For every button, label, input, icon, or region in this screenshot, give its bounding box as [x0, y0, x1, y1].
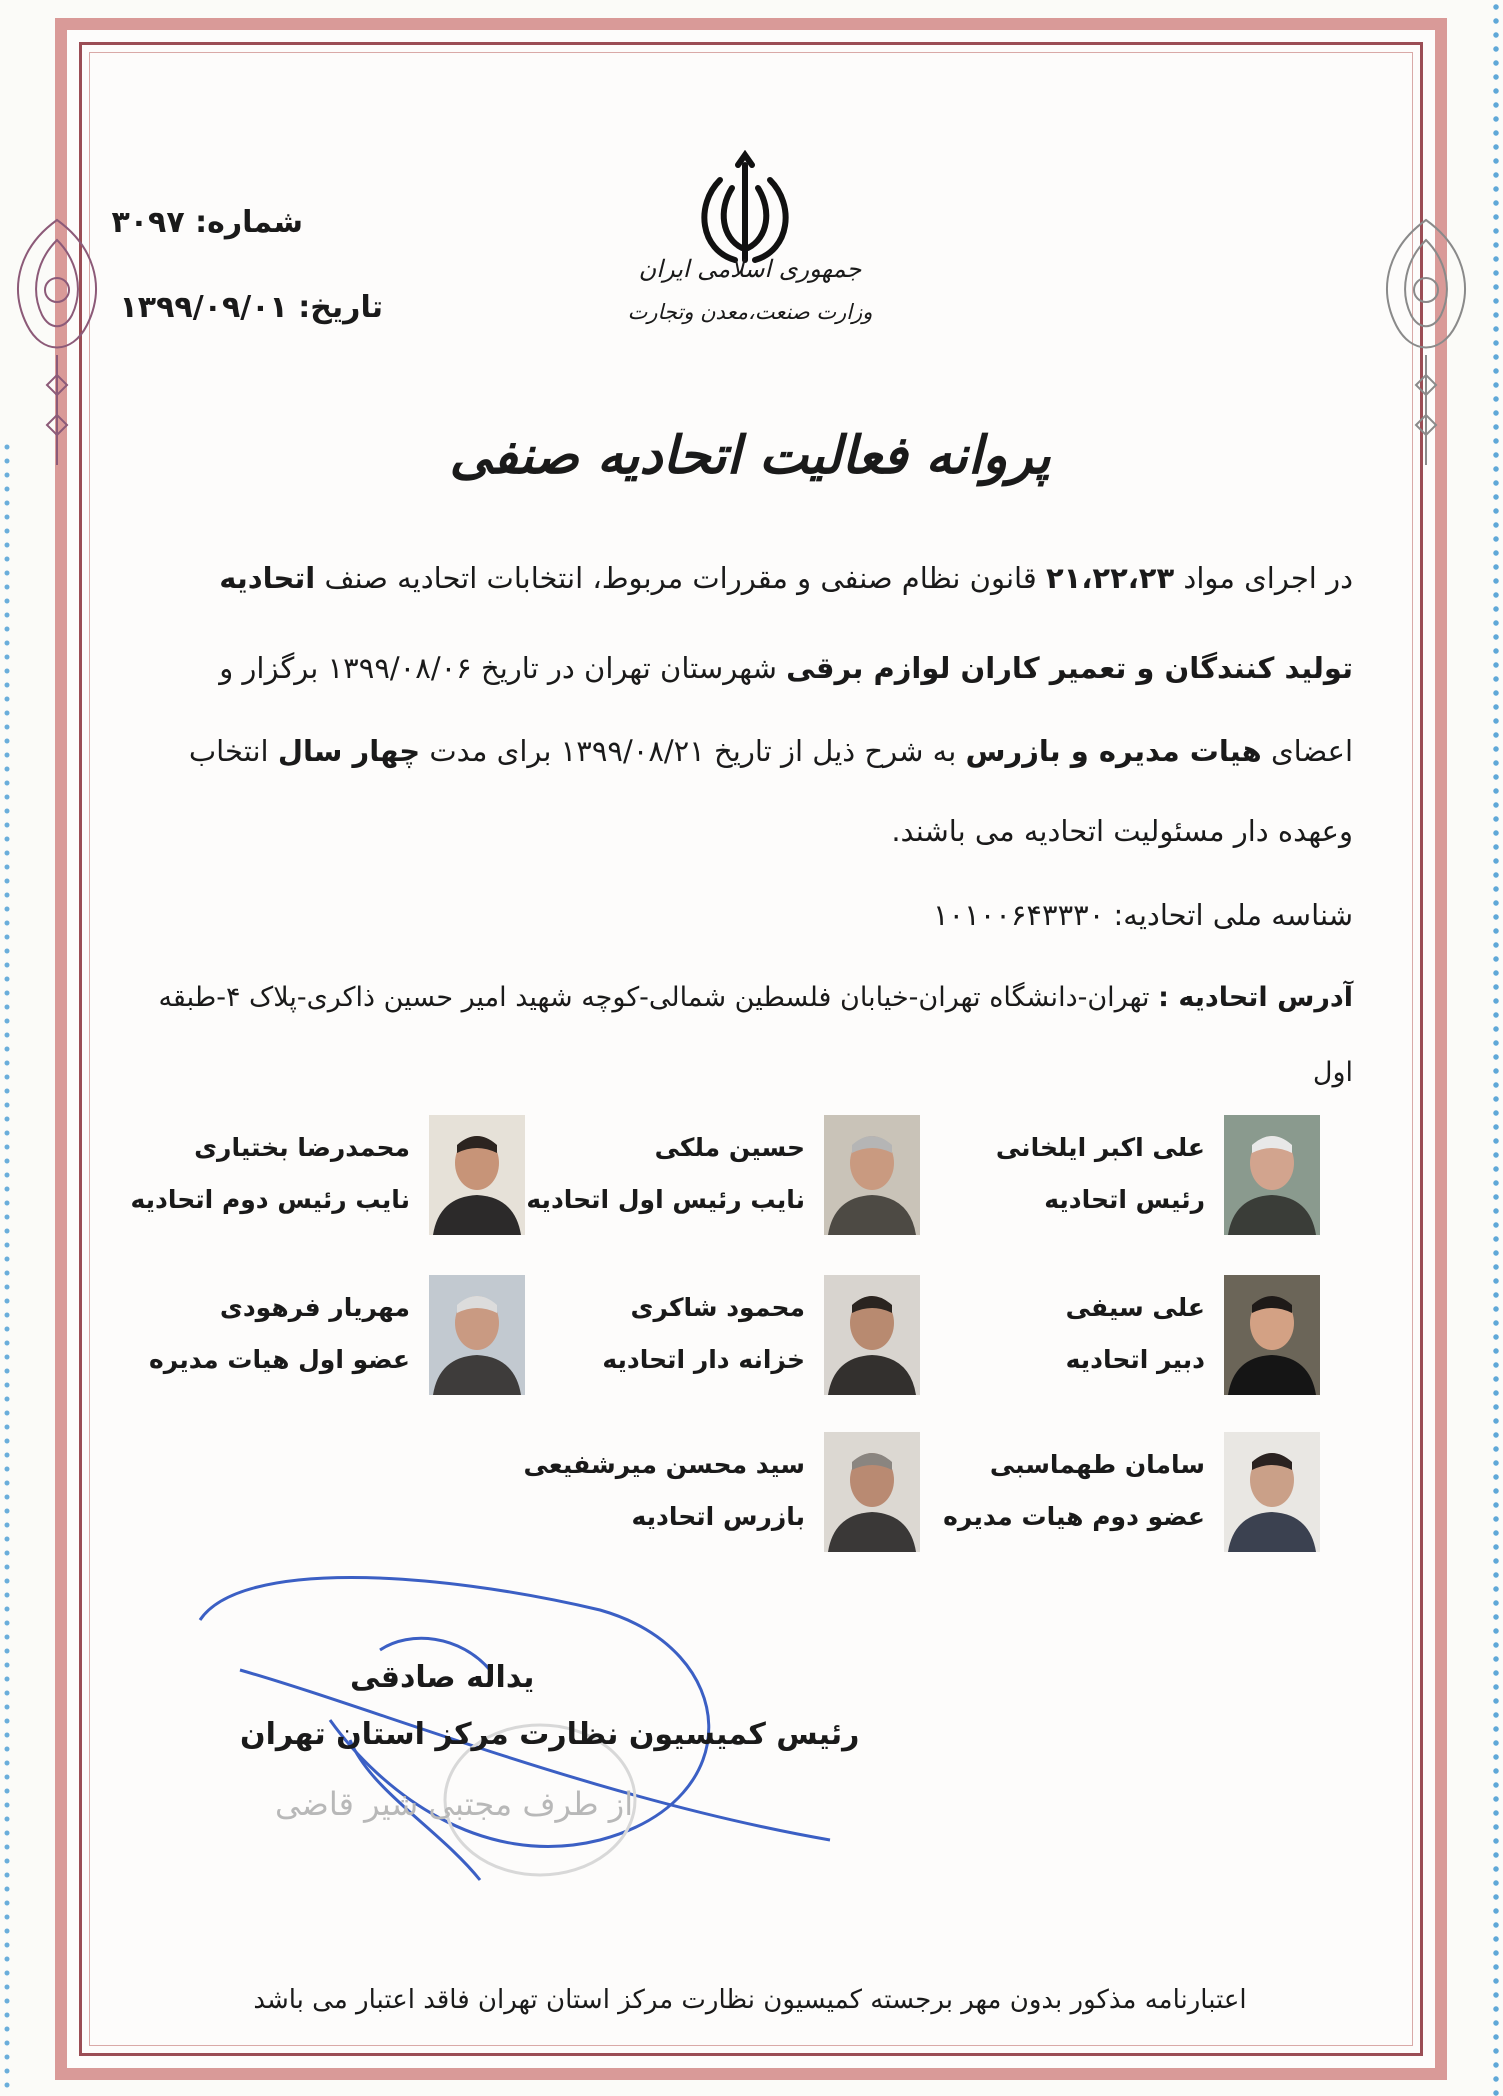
address-label: آدرس اتحادیه :	[1158, 982, 1353, 1013]
member-card	[523, 1432, 920, 1557]
certificate-number: شماره: ۳۰۹۷	[111, 205, 303, 240]
member-name: محمدرضا بختیاری	[194, 1133, 410, 1162]
member-photo	[429, 1115, 525, 1235]
member-photo	[824, 1432, 920, 1552]
member-photo	[1224, 1432, 1320, 1552]
body-line-4: وعهده دار مسئولیت اتحادیه می باشند.	[891, 814, 1353, 848]
member-role: عضو دوم هیات مدیره	[943, 1502, 1205, 1531]
text-bold: چهار سال	[277, 734, 421, 768]
member-photo	[429, 1275, 525, 1395]
body-line-3	[153, 728, 1353, 774]
text-span: در اجرای مواد	[1174, 561, 1353, 595]
member-card	[145, 1275, 525, 1400]
text-span: به شرح ذیل از تاریخ ۱۳۹۹/۰۸/۲۱ برای مدت	[420, 734, 966, 768]
member-name: مهریار فرهودی	[219, 1293, 410, 1322]
emblem-ministry-text: وزارت صنعت،معدن وتجارت	[627, 300, 873, 324]
signatory-name: یداله صادقی	[350, 1660, 535, 1695]
member-role: عضو اول هیات مدیره	[149, 1345, 410, 1374]
member-name: علی سیفی	[1065, 1293, 1205, 1322]
right-dot-border	[1481, 0, 1503, 2096]
member-role: رئیس اتحادیه	[1044, 1185, 1205, 1214]
member-photo	[824, 1115, 920, 1235]
emblem-country-text: جمهوری اسلامی ایران	[638, 255, 862, 283]
member-role: خزانه دار اتحادیه	[602, 1345, 805, 1374]
member-card	[940, 1115, 1320, 1240]
text-span: انتخاب	[188, 734, 278, 768]
member-name: محمود شاکری	[630, 1293, 805, 1322]
member-photo	[1224, 1115, 1320, 1235]
member-role: دبیر اتحادیه	[1065, 1345, 1205, 1374]
text-bold: تولید کنندگان و تعمیر کاران لوازم برقی	[786, 651, 1353, 685]
member-name: حسین ملکی	[654, 1133, 805, 1162]
member-photo	[824, 1275, 920, 1395]
text-bold: هیات مدیره و بازرس	[965, 734, 1262, 768]
member-card	[130, 1115, 525, 1240]
left-ornament-icon	[2, 215, 112, 475]
member-role: نایب رئیس دوم اتحادیه	[130, 1185, 410, 1214]
text-bold: ۲۱،۲۲،۲۳	[1045, 561, 1175, 595]
member-role: نایب رئیس اول اتحادیه	[526, 1185, 805, 1214]
address-text: تهران-دانشگاه تهران-خیابان فلسطین شمالی-کوچه شهید امیر حسین ذاکری-پلاک ۴-طبقه	[158, 982, 1150, 1013]
footer-note: اعتبارنامه مذکور بدون مهر برجسته کمیسیون نظارت مرکز استان تهران فاقد اعتبار می باشد	[253, 1985, 1247, 2015]
address-line	[153, 975, 1353, 1021]
body-line-1	[153, 555, 1353, 601]
member-name: سامان طهماسبی	[989, 1450, 1205, 1479]
certificate-title: پروانه فعالیت اتحادیه صنفی	[449, 425, 1051, 486]
national-id: شناسه ملی اتحادیه: ۱۰۱۰۰۶۴۳۳۳۰	[932, 898, 1353, 932]
left-dot-border	[0, 440, 14, 2090]
member-name: علی اکبر ایلخانی	[995, 1133, 1205, 1162]
member-card	[540, 1275, 920, 1400]
member-card	[940, 1275, 1320, 1400]
address-line-cont: اول	[1312, 1057, 1353, 1088]
member-card	[940, 1432, 1320, 1557]
signatory-title: رئیس کمیسیون نظارت مرکز استان تهران	[240, 1717, 860, 1752]
text-span: قانون نظام صنفی و مقررات مربوط، انتخابات اتحادیه صنف	[315, 561, 1046, 595]
certificate-date: تاریخ: ۱۳۹۹/۰۹/۰۱	[119, 290, 383, 325]
text-span: اعضای	[1261, 734, 1353, 768]
signatory-proxy: از طرف مجتبی شیر قاضی	[275, 1785, 634, 1823]
member-photo	[1224, 1275, 1320, 1395]
text-bold: اتحادیه	[219, 561, 316, 595]
member-card	[526, 1115, 920, 1240]
member-name: سید محسن میرشفیعی	[523, 1450, 805, 1479]
body-line-2	[153, 645, 1353, 691]
member-role: بازرس اتحادیه	[631, 1502, 805, 1531]
right-ornament-icon	[1371, 215, 1481, 475]
text-span: شهرستان تهران در تاریخ ۱۳۹۹/۰۸/۰۶ برگزار و	[219, 651, 787, 685]
